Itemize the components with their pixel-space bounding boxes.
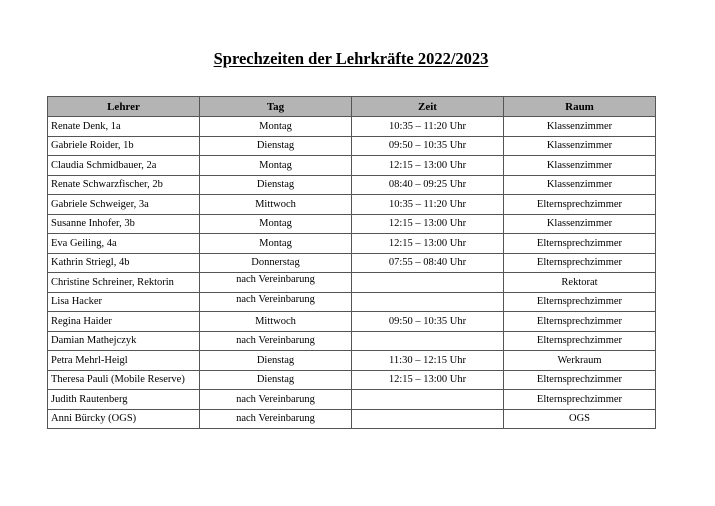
cell-zeit [352,273,504,293]
table-row [48,409,656,429]
table-header-row [48,97,656,117]
cell-raum: Werkraum [504,351,656,371]
cell-raum: Elternsprechzimmer [504,253,656,273]
table-body [48,117,656,429]
cell-raum: Klassenzimmer [504,136,656,156]
cell-lehrer: Susanne Inhofer, 3b [48,214,200,234]
cell-lehrer: Regina Haider [48,312,200,332]
cell-zeit [352,390,504,410]
cell-tag: nach Vereinbarung [200,273,352,293]
table-row [48,292,656,312]
cell-raum: Rektorat [504,273,656,293]
cell-raum: Elternsprechzimmer [504,195,656,215]
table-row [48,175,656,195]
cell-lehrer: Judith Rautenberg [48,390,200,410]
cell-tag: Dienstag [200,370,352,390]
table-row [48,136,656,156]
table-row [48,273,656,293]
cell-zeit: 12:15 – 13:00 Uhr [352,214,504,234]
table-row [48,253,656,273]
cell-tag: nach Vereinbarung [200,292,352,312]
table-row [48,370,656,390]
office-hours-table [47,96,656,429]
cell-lehrer: Eva Geiling, 4a [48,234,200,254]
cell-raum: Klassenzimmer [504,214,656,234]
cell-lehrer: Gabriele Roider, 1b [48,136,200,156]
cell-tag: Donnerstag [200,253,352,273]
cell-raum: Elternsprechzimmer [504,312,656,332]
cell-lehrer: Theresa Pauli (Mobile Reserve) [48,370,200,390]
cell-lehrer: Kathrin Striegl, 4b [48,253,200,273]
cell-tag: Montag [200,156,352,176]
cell-lehrer: Renate Denk, 1a [48,117,200,137]
cell-zeit: 12:15 – 13:00 Uhr [352,156,504,176]
cell-raum: Klassenzimmer [504,175,656,195]
cell-tag: Mittwoch [200,195,352,215]
cell-tag: Montag [200,214,352,234]
cell-zeit: 09:50 – 10:35 Uhr [352,312,504,332]
table-row [48,331,656,351]
cell-raum: Elternsprechzimmer [504,292,656,312]
cell-zeit: 08:40 – 09:25 Uhr [352,175,504,195]
cell-raum: Elternsprechzimmer [504,390,656,410]
cell-lehrer: Damian Mathejczyk [48,331,200,351]
table-row [48,117,656,137]
cell-zeit [352,331,504,351]
cell-tag: nach Vereinbarung [200,409,352,429]
cell-raum: Elternsprechzimmer [504,331,656,351]
cell-raum: OGS [504,409,656,429]
cell-zeit: 11:30 – 12:15 Uhr [352,351,504,371]
cell-zeit: 10:35 – 11:20 Uhr [352,117,504,137]
cell-raum: Elternsprechzimmer [504,234,656,254]
table-row [48,214,656,234]
table-row [48,312,656,332]
cell-raum: Klassenzimmer [504,117,656,137]
cell-tag: Dienstag [200,351,352,371]
cell-zeit [352,409,504,429]
cell-raum: Klassenzimmer [504,156,656,176]
cell-lehrer: Christine Schreiner, Rektorin [48,273,200,293]
cell-lehrer: Petra Mehrl-Heigl [48,351,200,371]
table-row [48,351,656,371]
cell-zeit: 12:15 – 13:00 Uhr [352,234,504,254]
cell-tag: Dienstag [200,136,352,156]
cell-raum: Elternsprechzimmer [504,370,656,390]
cell-zeit: 10:35 – 11:20 Uhr [352,195,504,215]
page-title: Sprechzeiten der Lehrkräfte 2022/2023 [213,49,489,68]
cell-tag: Montag [200,117,352,137]
cell-zeit: 07:55 – 08:40 Uhr [352,253,504,273]
cell-lehrer: Gabriele Schweiger, 3a [48,195,200,215]
cell-tag: nach Vereinbarung [200,390,352,410]
cell-tag: nach Vereinbarung [200,331,352,351]
table-row [48,234,656,254]
table-row [48,195,656,215]
cell-lehrer: Claudia Schmidbauer, 2a [48,156,200,176]
cell-zeit: 09:50 – 10:35 Uhr [352,136,504,156]
header-zeit: Zeit [352,97,504,117]
cell-tag: Dienstag [200,175,352,195]
table-row [48,156,656,176]
cell-zeit: 12:15 – 13:00 Uhr [352,370,504,390]
cell-lehrer: Renate Schwarzfischer, 2b [48,175,200,195]
cell-lehrer: Lisa Hacker [48,292,200,312]
header-tag: Tag [200,97,352,117]
header-lehrer: Lehrer [48,97,200,117]
table-row [48,390,656,410]
cell-lehrer: Anni Bürcky (OGS) [48,409,200,429]
cell-tag: Mittwoch [200,312,352,332]
cell-tag: Montag [200,234,352,254]
header-raum: Raum [504,97,656,117]
cell-zeit [352,292,504,312]
